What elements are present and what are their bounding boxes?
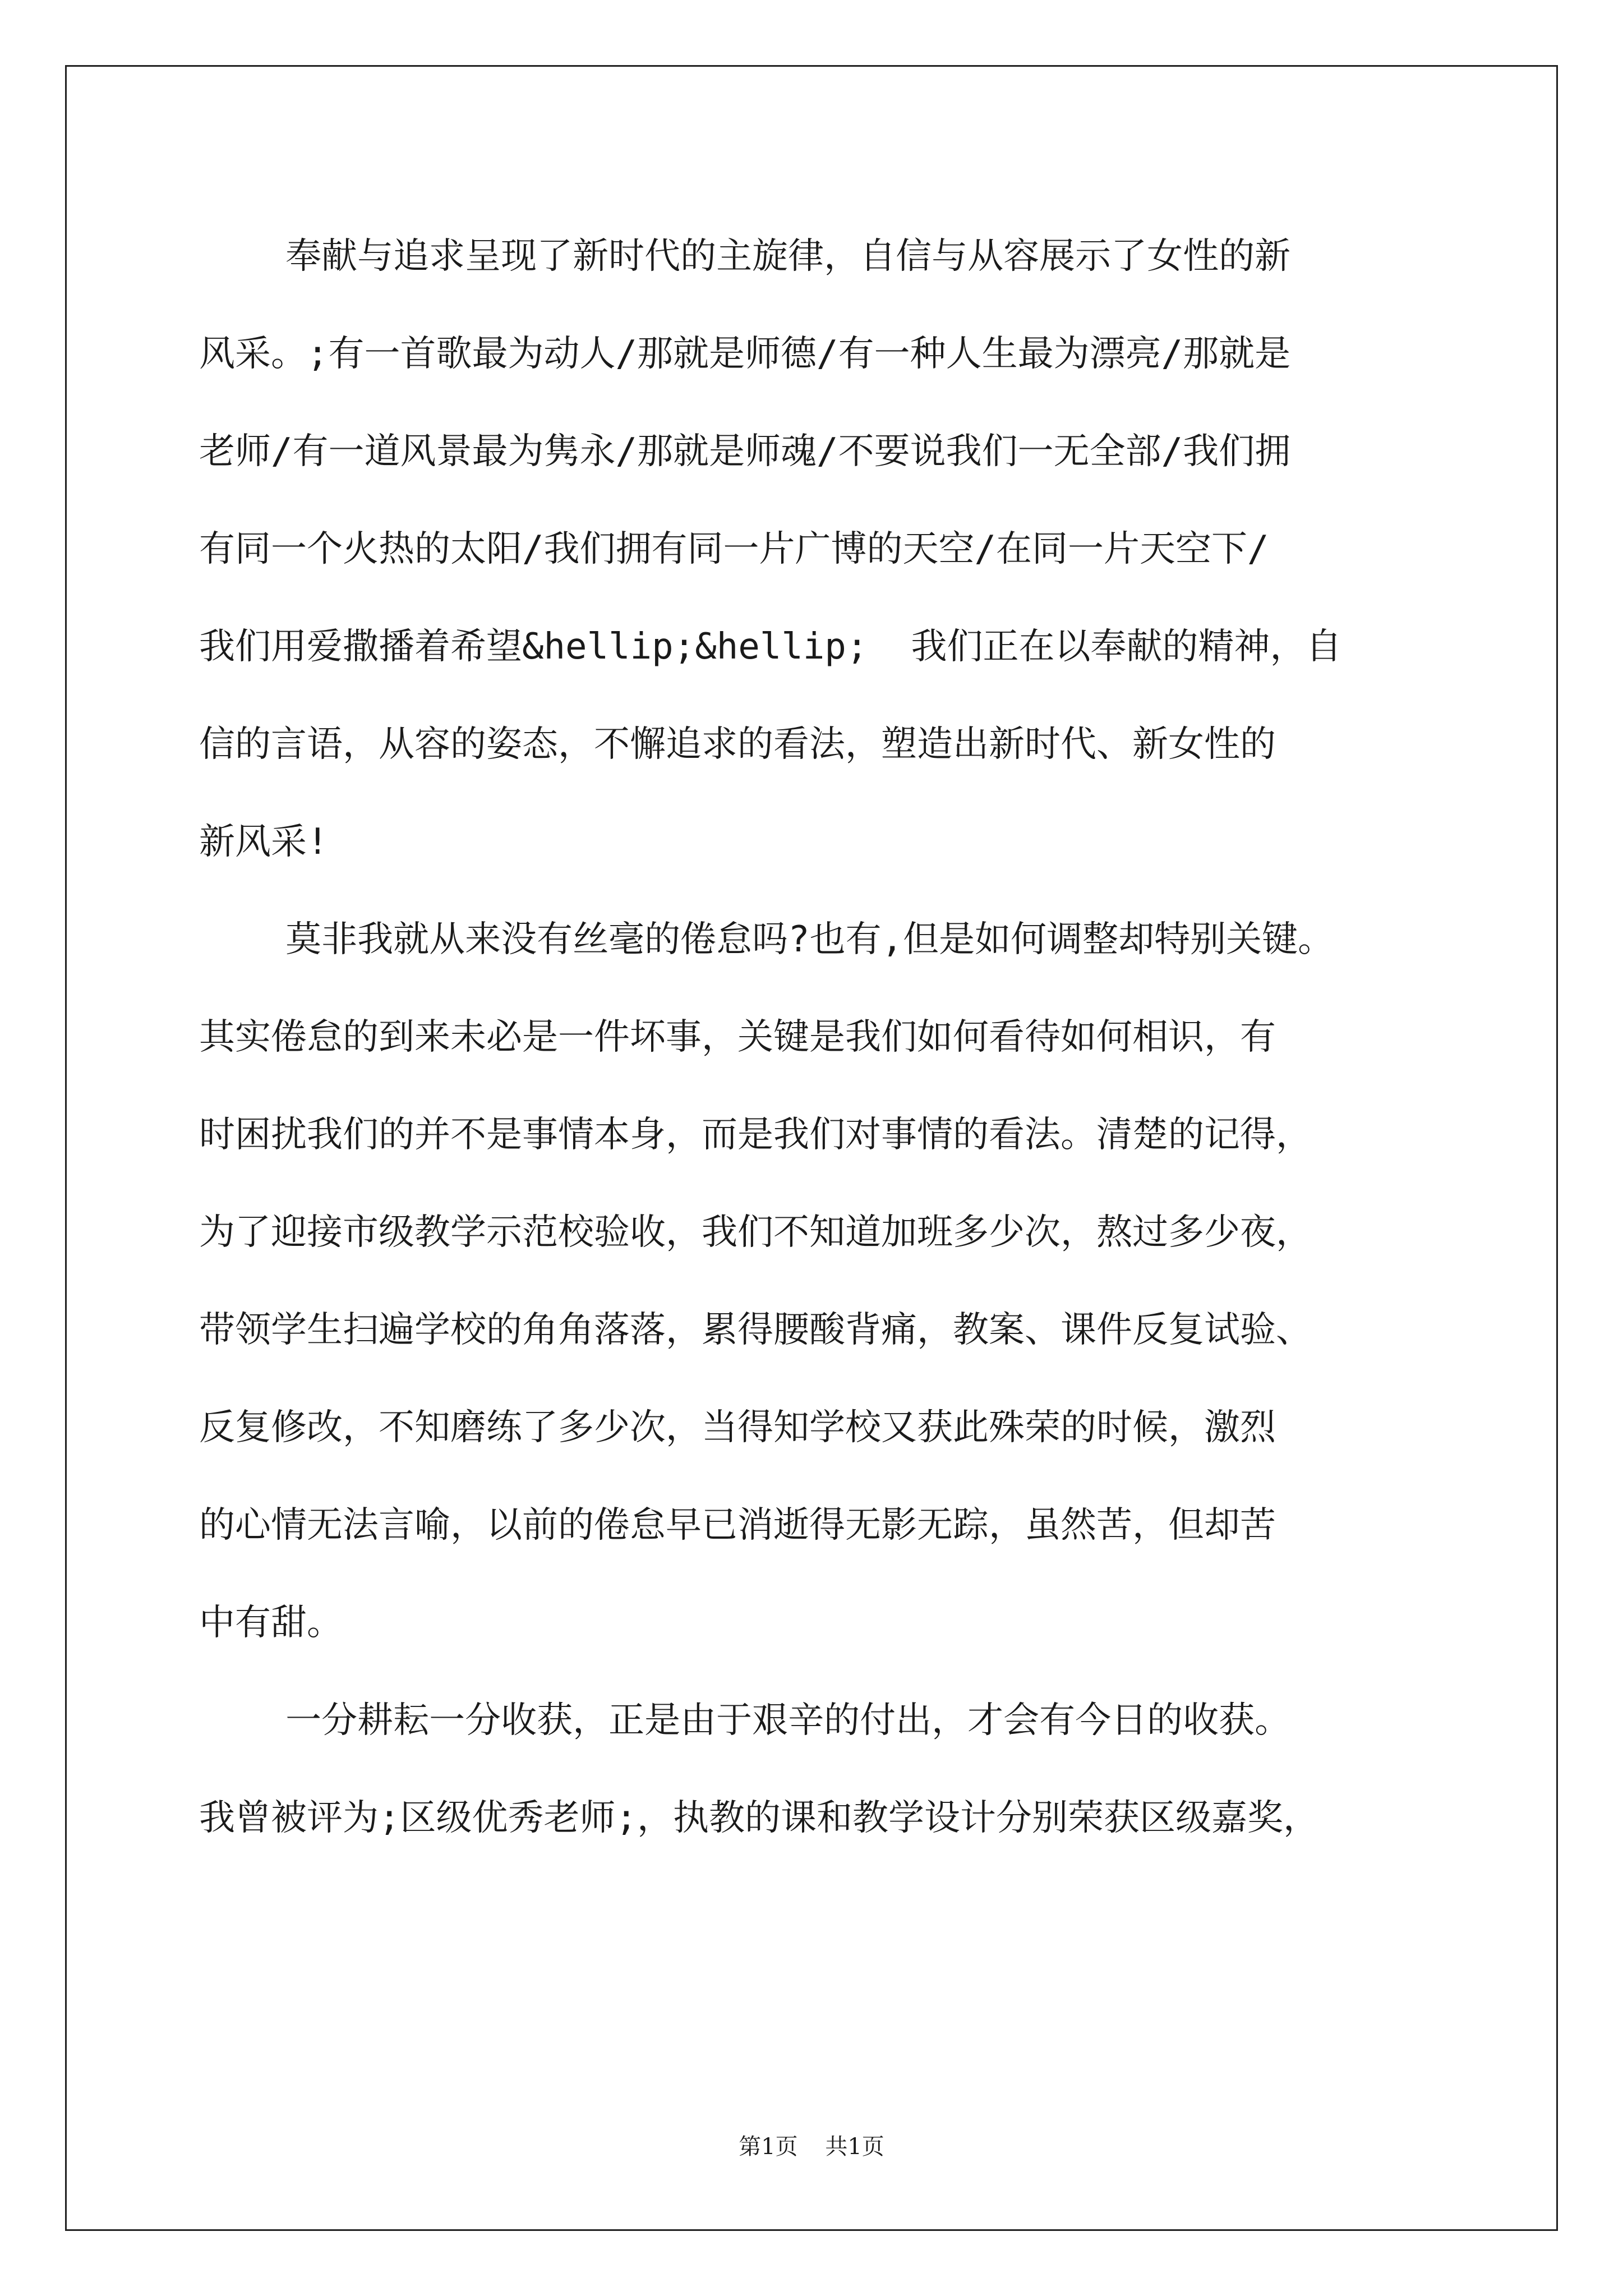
document-body — [199, 208, 1433, 1867]
text-line: 我们用爱撒播着希望&hellip;&hellip; 我们正在以奉献的精神，自 — [199, 626, 1342, 668]
text-line: 带领学生扫遍学校的角角落落，累得腰酸背痛，教案、课件反复试验、 — [199, 1309, 1312, 1351]
text-line: 一分耕耘一分收获，正是由于艰辛的付出，才会有今日的收获。 — [199, 1700, 1291, 1741]
text-line: 新风采! — [199, 821, 329, 863]
paragraph-1 — [199, 208, 1433, 891]
page-footer — [0, 2129, 1623, 2161]
text-line: 莫非我就从来没有丝毫的倦怠吗?也有,但是如何调整却特别关键。 — [199, 919, 1334, 960]
text-line: 中有甜。 — [199, 1602, 343, 1644]
paragraph-2 — [199, 891, 1433, 1672]
text-line: 我曾被评为;区级优秀老师;，执教的课和教学设计分别荣获区级嘉奖， — [199, 1797, 1320, 1839]
text-line: 奉献与追求呈现了新时代的主旋律，自信与从容展示了女性的新 — [199, 236, 1291, 277]
text-line: 为了迎接市级教学示范校验收，我们不知道加班多少次，熬过多少夜， — [199, 1212, 1312, 1253]
text-line: 有同一个火热的太阳/我们拥有同一片广博的天空/在同一片天空下/ — [199, 528, 1269, 570]
paragraph-3 — [199, 1672, 1433, 1867]
text-line: 信的言语，从容的姿态，不懈追求的看法，塑造出新时代、新女性的 — [199, 724, 1276, 765]
text-line: 风采。;有一首歌最为动人/那就是师德/有一种人生最为漂亮/那就是 — [199, 333, 1291, 375]
page-number-current: 第1页 — [739, 2134, 798, 2160]
page-number-total: 共1页 — [825, 2134, 884, 2160]
text-line: 反复修改，不知磨练了多少次，当得知学校又获此殊荣的时候，激烈 — [199, 1407, 1276, 1448]
text-line: 的心情无法言喻，以前的倦怠早已消逝得无影无踪，虽然苦，但却苦 — [199, 1504, 1276, 1546]
text-line: 时困扰我们的并不是事情本身，而是我们对事情的看法。清楚的记得， — [199, 1114, 1312, 1156]
text-line: 其实倦怠的到来未必是一件坏事，关键是我们如何看待如何相识，有 — [199, 1016, 1276, 1058]
text-line: 老师/有一道风景最为隽永/那就是师魂/不要说我们一无全部/我们拥 — [199, 431, 1291, 472]
